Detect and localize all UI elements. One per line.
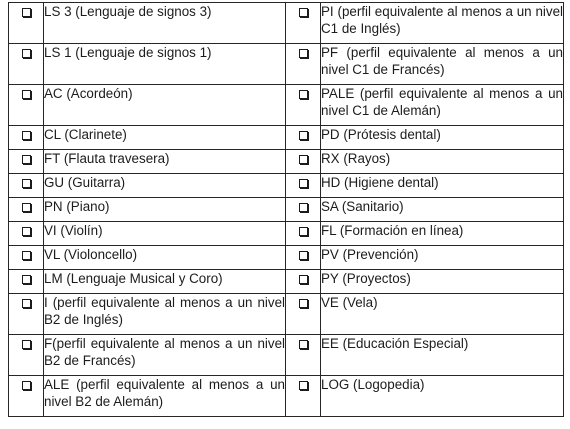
checkbox-icon[interactable] xyxy=(22,90,31,99)
option-row xyxy=(9,126,564,150)
checkbox-icon[interactable] xyxy=(22,275,31,284)
checkbox-icon[interactable] xyxy=(22,155,31,164)
checkbox-icon[interactable] xyxy=(299,340,308,349)
checkbox-cell-right xyxy=(286,3,321,44)
option-label-left: F(perfil equivalente al menos a un nivel B2 de Francés) xyxy=(44,335,286,376)
option-row xyxy=(9,44,564,85)
checkbox-cell-right xyxy=(286,198,321,222)
checkbox-icon[interactable] xyxy=(299,179,308,188)
option-label-left: LS 3 (Lenguaje de signos 3) xyxy=(44,3,286,44)
checkbox-cell-right xyxy=(286,85,321,126)
checkbox-cell-left xyxy=(9,3,44,44)
checkbox-icon[interactable] xyxy=(22,179,31,188)
checkbox-icon[interactable] xyxy=(299,227,308,236)
checkbox-cell-left xyxy=(9,222,44,246)
checkbox-icon[interactable] xyxy=(299,131,308,140)
checkbox-cell-right xyxy=(286,126,321,150)
option-label-right: PF (perfil equivalente al menos a un nivel C1 de Francés) xyxy=(321,44,564,85)
checkbox-icon[interactable] xyxy=(299,381,308,390)
checkbox-icon[interactable] xyxy=(299,8,308,17)
checkbox-icon[interactable] xyxy=(299,90,308,99)
checkbox-cell-right xyxy=(286,335,321,376)
option-label-right: VE (Vela) xyxy=(321,294,564,335)
option-row xyxy=(9,85,564,126)
option-label-left: GU (Guitarra) xyxy=(44,174,286,198)
checkbox-cell-left xyxy=(9,126,44,150)
checkbox-cell-left xyxy=(9,44,44,85)
option-label-right: PV (Prevención) xyxy=(321,246,564,270)
option-label-right: LOG (Logopedia) xyxy=(321,376,564,417)
checkbox-cell-left xyxy=(9,335,44,376)
option-label-left: PN (Piano) xyxy=(44,198,286,222)
option-label-left: VL (Violoncello) xyxy=(44,246,286,270)
option-label-right: FL (Formación en línea) xyxy=(321,222,564,246)
checkbox-cell-left xyxy=(9,270,44,294)
option-label-left: AC (Acordeón) xyxy=(44,85,286,126)
option-label-right: EE (Educación Especial) xyxy=(321,335,564,376)
option-row xyxy=(9,174,564,198)
checkbox-cell-left xyxy=(9,376,44,417)
option-label-right: PD (Prótesis dental) xyxy=(321,126,564,150)
checkbox-cell-right xyxy=(286,222,321,246)
checkbox-icon[interactable] xyxy=(299,49,308,58)
options-table xyxy=(8,2,564,417)
checkbox-icon[interactable] xyxy=(22,381,31,390)
option-label-left: ALE (perfil equivalente al menos a un nivel B2 de Alemán) xyxy=(44,376,286,417)
checkbox-icon[interactable] xyxy=(299,251,308,260)
checkbox-icon[interactable] xyxy=(22,299,31,308)
checkbox-icon[interactable] xyxy=(299,155,308,164)
option-row xyxy=(9,335,564,376)
option-row xyxy=(9,3,564,44)
checkbox-icon[interactable] xyxy=(22,49,31,58)
checkbox-cell-right xyxy=(286,44,321,85)
checkbox-icon[interactable] xyxy=(22,251,31,260)
checkbox-icon[interactable] xyxy=(299,203,308,212)
option-label-right: PALE (perfil equivalente al menos a un nivel C1 de Alemán) xyxy=(321,85,564,126)
option-label-right: HD (Higiene dental) xyxy=(321,174,564,198)
option-label-right: SA (Sanitario) xyxy=(321,198,564,222)
checkbox-cell-right xyxy=(286,150,321,174)
option-label-left: CL (Clarinete) xyxy=(44,126,286,150)
option-label-left: VI (Violín) xyxy=(44,222,286,246)
options-table-body xyxy=(9,3,564,417)
option-label-left: LM (Lenguaje Musical y Coro) xyxy=(44,270,286,294)
option-label-right: RX (Rayos) xyxy=(321,150,564,174)
option-row xyxy=(9,222,564,246)
checkbox-cell-left xyxy=(9,198,44,222)
checkbox-icon[interactable] xyxy=(22,340,31,349)
checkbox-cell-right xyxy=(286,174,321,198)
option-label-left: FT (Flauta travesera) xyxy=(44,150,286,174)
option-row xyxy=(9,270,564,294)
checkbox-icon[interactable] xyxy=(299,275,308,284)
checkbox-cell-left xyxy=(9,294,44,335)
option-label-left: I (perfil equivalente al menos a un nivel B2 de Inglés) xyxy=(44,294,286,335)
checkbox-icon[interactable] xyxy=(22,203,31,212)
checkbox-icon[interactable] xyxy=(299,299,308,308)
checkbox-cell-right xyxy=(286,270,321,294)
option-row xyxy=(9,150,564,174)
checkbox-cell-left xyxy=(9,174,44,198)
option-label-left: LS 1 (Lenguaje de signos 1) xyxy=(44,44,286,85)
checkbox-cell-left xyxy=(9,246,44,270)
option-row xyxy=(9,376,564,417)
option-row xyxy=(9,246,564,270)
checkbox-icon[interactable] xyxy=(22,8,31,17)
option-row xyxy=(9,198,564,222)
option-label-right: PY (Proyectos) xyxy=(321,270,564,294)
checkbox-icon[interactable] xyxy=(22,227,31,236)
checkbox-cell-right xyxy=(286,246,321,270)
checkbox-cell-left xyxy=(9,150,44,174)
option-label-right: PI (perfil equivalente al menos a un nivel C1 de Inglés) xyxy=(321,3,564,44)
checkbox-cell-right xyxy=(286,294,321,335)
option-row xyxy=(9,294,564,335)
checkbox-cell-right xyxy=(286,376,321,417)
checkbox-icon[interactable] xyxy=(22,131,31,140)
checkbox-cell-left xyxy=(9,85,44,126)
